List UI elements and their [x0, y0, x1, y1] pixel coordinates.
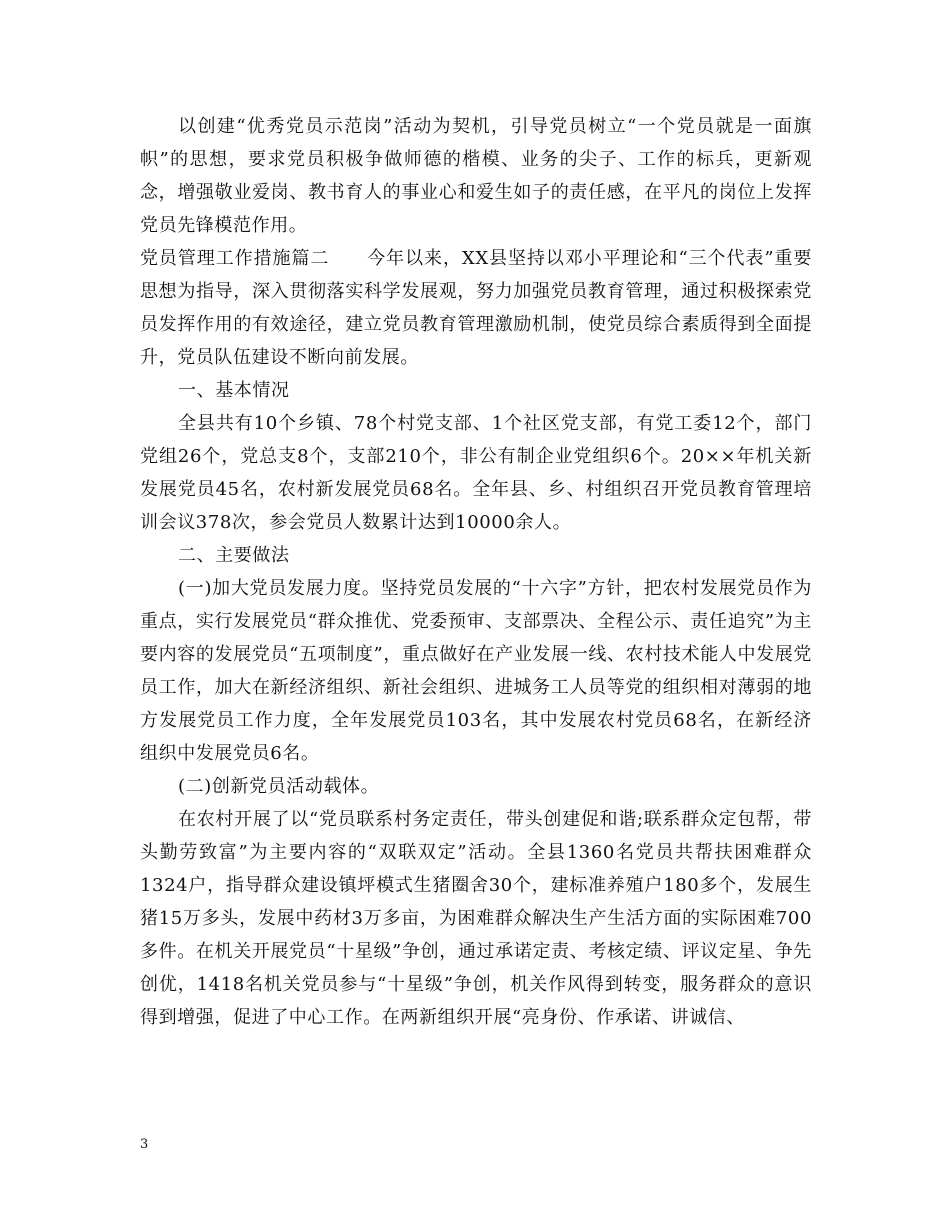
paragraph-rural-activities: 在农村开展了以“党员联系村务定责任，带头创建促和谐;联系群众定包帮，带头勤劳致富”为主要内容的“双联双定”活动。全县1360名党员共帮扶困难群众1324户，指导群众建设镇坪模式生猪圈舍30个，建标准养殖户180多个，发展生猪15万多头，发展中药材3万多亩，为困难群众解决生产生活方面的实际困难700多件。在机关开展党员“十星级”争创，通过承诺定责、考核定绩、评议定星、争先创优，1418名机关党员参与“十星级”争创，机关作风得到转变，服务群众的意识得到增强，促进了中心工作。在两新组织开展“亮身份、作承诺、讲诚信、: [140, 809, 812, 1028]
subheading-activity-carriers: (二)创新党员活动载体。: [178, 776, 380, 797]
heading-basic-situation: 一、基本情况: [178, 380, 290, 401]
page-number: 3: [140, 1137, 149, 1152]
heading-main-practices: 二、主要做法: [178, 545, 290, 566]
paragraph-member-development: (一)加大党员发展力度。坚持党员发展的“十六字”方针，把农村发展党员作为重点，实行发展党员“群众推优、党委预审、支部票决、全程公示、责任追究”为主要内容的发展党员“五项制度”，重点做好在产业发展一线、农村技术能人中发展党员工作，加大在新经济组织、新社会组织、进城务工人员等党的组织相对薄弱的地方发展党员工作力度，全年发展党员103名，其中发展农村党员68名，在新经济组织中发展党员6名。: [140, 578, 812, 764]
paragraph-model-post: 以创建“优秀党员示范岗”活动为契机，引导党员树立“一个党员就是一面旗帜”的思想，要求党员积极争做师德的楷模、业务的尖子、工作的标兵，更新观念，增强敬业爱岗、教书育人的事业心和爱生如子的责任感，在平凡的岗位上发挥党员先锋模范作用。: [140, 116, 812, 236]
body-text: [140, 110, 812, 1034]
paragraph-part-two-intro: 党员管理工作措施篇二 今年以来，XX县坚持以邓小平理论和“三个代表”重要思想为指导，深入贯彻落实科学发展观，努力加强党员教育管理，通过积极探索党员发挥作用的有效途径，建立党员教育管理激励机制，使党员综合素质得到全面提升，党员队伍建设不断向前发展。: [140, 248, 812, 368]
paragraph-statistics: 全县共有10个乡镇、78个村党支部、1个社区党支部，有党工委12个，部门党组26个，党总支8个，支部210个，非公有制企业党组织6个。20××年机关新发展党员45名，农村新发展党员68名。全年县、乡、村组织召开党员教育管理培训会议378次，参会党员人数累计达到10000余人。: [140, 413, 812, 533]
